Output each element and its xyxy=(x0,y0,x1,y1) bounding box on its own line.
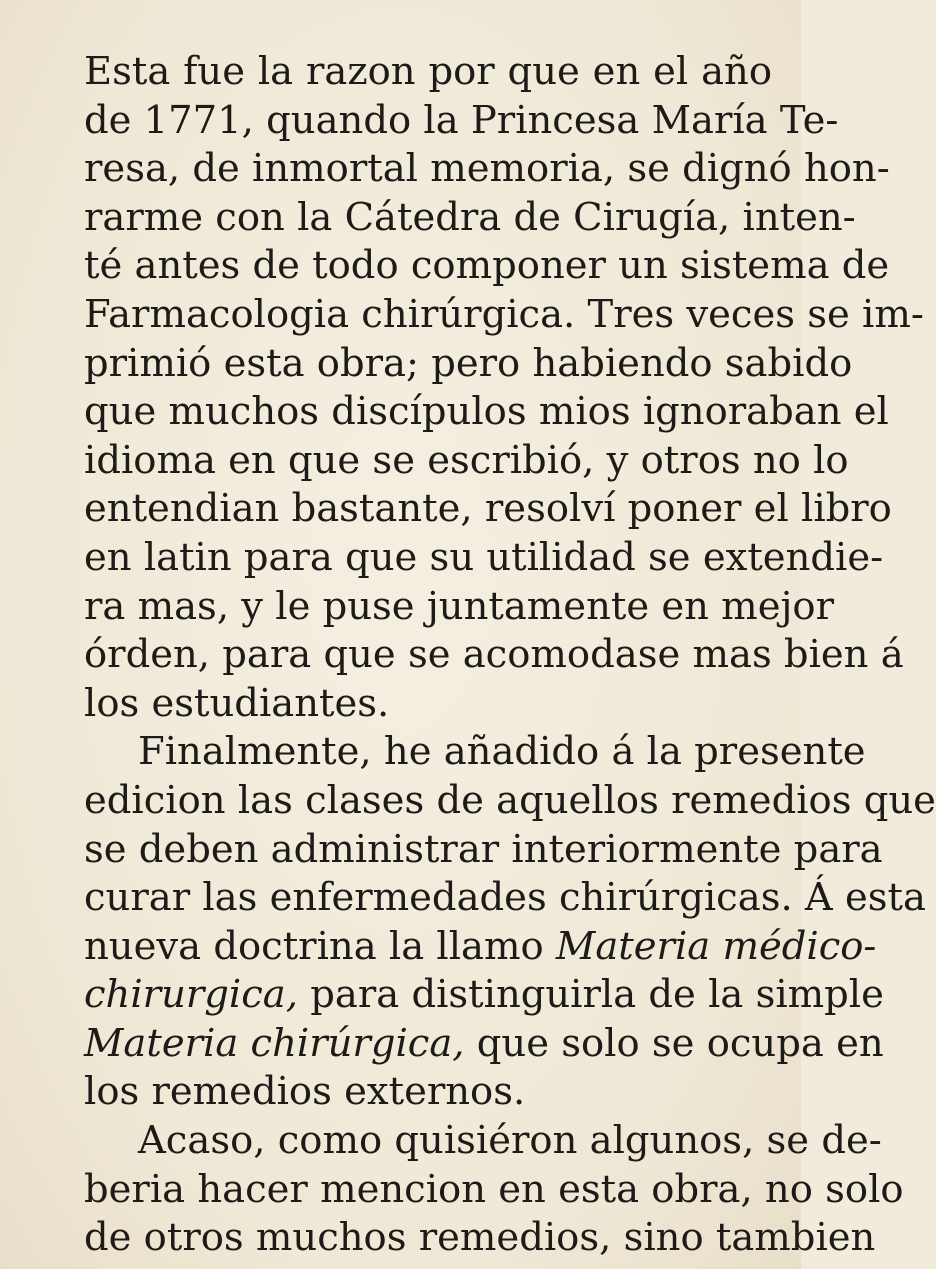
text-line-mixed xyxy=(84,971,884,1020)
text-line-mixed xyxy=(84,1020,884,1069)
text-segment: nueva doctrina la llamo xyxy=(84,923,544,969)
italic-term: Materia chirúrgica, xyxy=(84,1020,465,1066)
text-line: que muchos discípulos mios ignoraban el xyxy=(84,389,889,435)
text-line: en latin para que su utilidad se extendie- xyxy=(84,534,884,580)
italic-term: chirurgica, xyxy=(84,972,298,1018)
text-line: curar las enfermedades chirúrgicas. Á esta xyxy=(84,875,926,921)
text-line: de otros muchos remedios, sino tambien xyxy=(84,1215,876,1261)
text-line: edicion las clases de aquellos remedios que xyxy=(84,777,936,823)
italic-term: Materia médico- xyxy=(555,923,877,969)
text-line: beria hacer mencion en esta obra, no solo xyxy=(84,1166,904,1212)
text-line: idioma en que se escribió, y otros no lo xyxy=(84,437,849,483)
text-line: de 1771, quando la Princesa María Te- xyxy=(84,97,839,143)
text-line: los estudiantes. xyxy=(84,680,390,726)
text-line: ra mas, y le puse juntamente en mejor xyxy=(84,583,834,629)
text-line: Esta fue la razon por que en el año xyxy=(84,49,772,94)
text-segment: que solo se ocupa en xyxy=(476,1020,884,1066)
body-text xyxy=(84,48,936,1263)
text-line: rarme con la Cátedra de Cirugía, inten- xyxy=(84,194,856,240)
paragraph-start-line: Finalmente, he añadido á la presente xyxy=(138,729,866,775)
text-line: se deben administrar interiormente para xyxy=(84,826,883,872)
text-line: té antes de todo componer un sistema de xyxy=(84,243,890,289)
text-line: órden, para que se acomodase mas bien á xyxy=(84,632,904,678)
text-line: Farmacologia chirúrgica. Tres veces se im- xyxy=(84,291,924,337)
text-line-mixed xyxy=(84,923,877,972)
text-line: los remedios externos. xyxy=(84,1069,526,1115)
text-line: resa, de inmortal memoria, se dignó hon- xyxy=(84,146,890,192)
text-line: entendian bastante, resolví poner el libro xyxy=(84,486,892,532)
paragraph-start-line: Acaso, como quisiéron algunos, se de- xyxy=(138,1118,882,1164)
text-line: primió esta obra; pero habiendo sabido xyxy=(84,340,853,386)
text-segment: para distinguirla de la simple xyxy=(310,972,884,1018)
